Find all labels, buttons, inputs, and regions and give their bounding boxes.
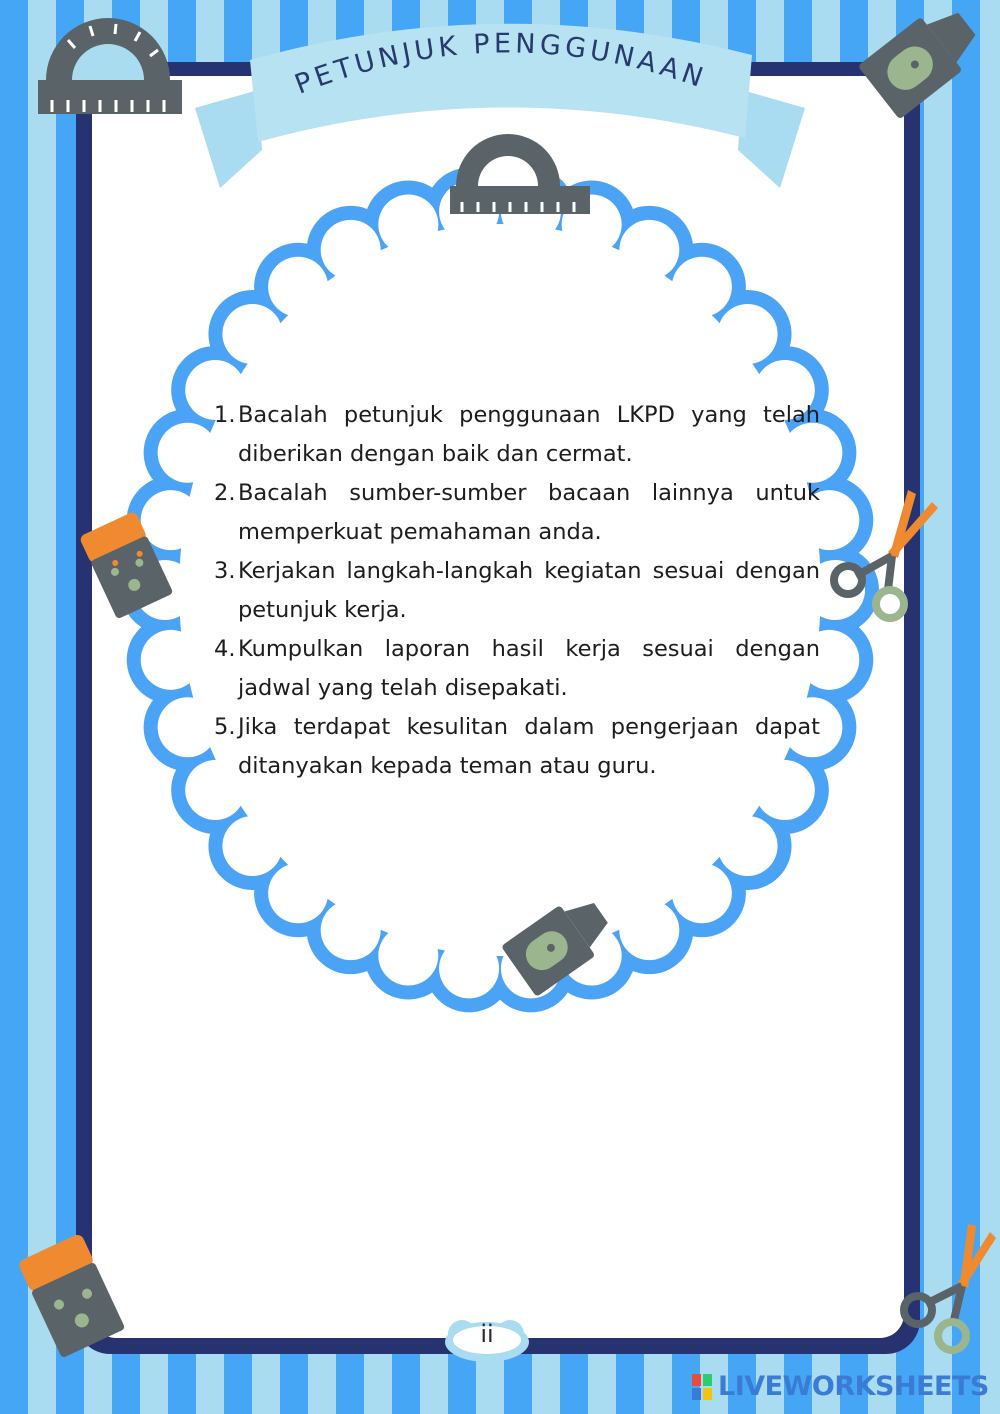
instruction-text: Jika terdapat kesulitan dalam pengerjaan dapat ditanyakan kepada teman atau guru. [238, 714, 820, 779]
instruction-text: Kerjakan langkah-langkah kegiatan sesuai dengan petunjuk kerja. [238, 558, 820, 623]
instructions-list [214, 396, 820, 786]
instruction-text: Bacalah sumber-sumber bacaan lainnya untuk memperkuat pemahaman anda. [238, 480, 820, 545]
instruction-item [214, 474, 820, 552]
instruction-text: Kumpulkan laporan hasil kerja sesuai dengan jadwal yang telah disepakati. [238, 636, 820, 701]
protractor-icon [450, 134, 590, 214]
instruction-text: Bacalah petunjuk penggunaan LKPD yang telah diberikan dengan baik dan cermat. [238, 402, 820, 467]
instruction-number: 4. [214, 636, 236, 662]
instruction-item [214, 552, 820, 630]
instruction-number: 3. [214, 558, 236, 584]
page-number: ii [480, 1320, 494, 1348]
eraser-icon [17, 1233, 125, 1359]
instruction-item [214, 708, 820, 786]
sharpener-icon [858, 0, 988, 120]
liveworksheets-logo-icon [692, 1374, 712, 1400]
protractor-icon [38, 18, 182, 114]
instruction-number: 2. [214, 480, 236, 506]
watermark-text: LIVEWORKSHEETS [718, 1371, 989, 1402]
scissors-icon [904, 1224, 996, 1350]
instruction-item [214, 630, 820, 708]
instruction-item [214, 396, 820, 474]
banner-title: PETUNJUK PENGGUNAAN [290, 28, 711, 101]
instruction-number: 1. [214, 402, 236, 428]
instruction-number: 5. [214, 714, 236, 740]
